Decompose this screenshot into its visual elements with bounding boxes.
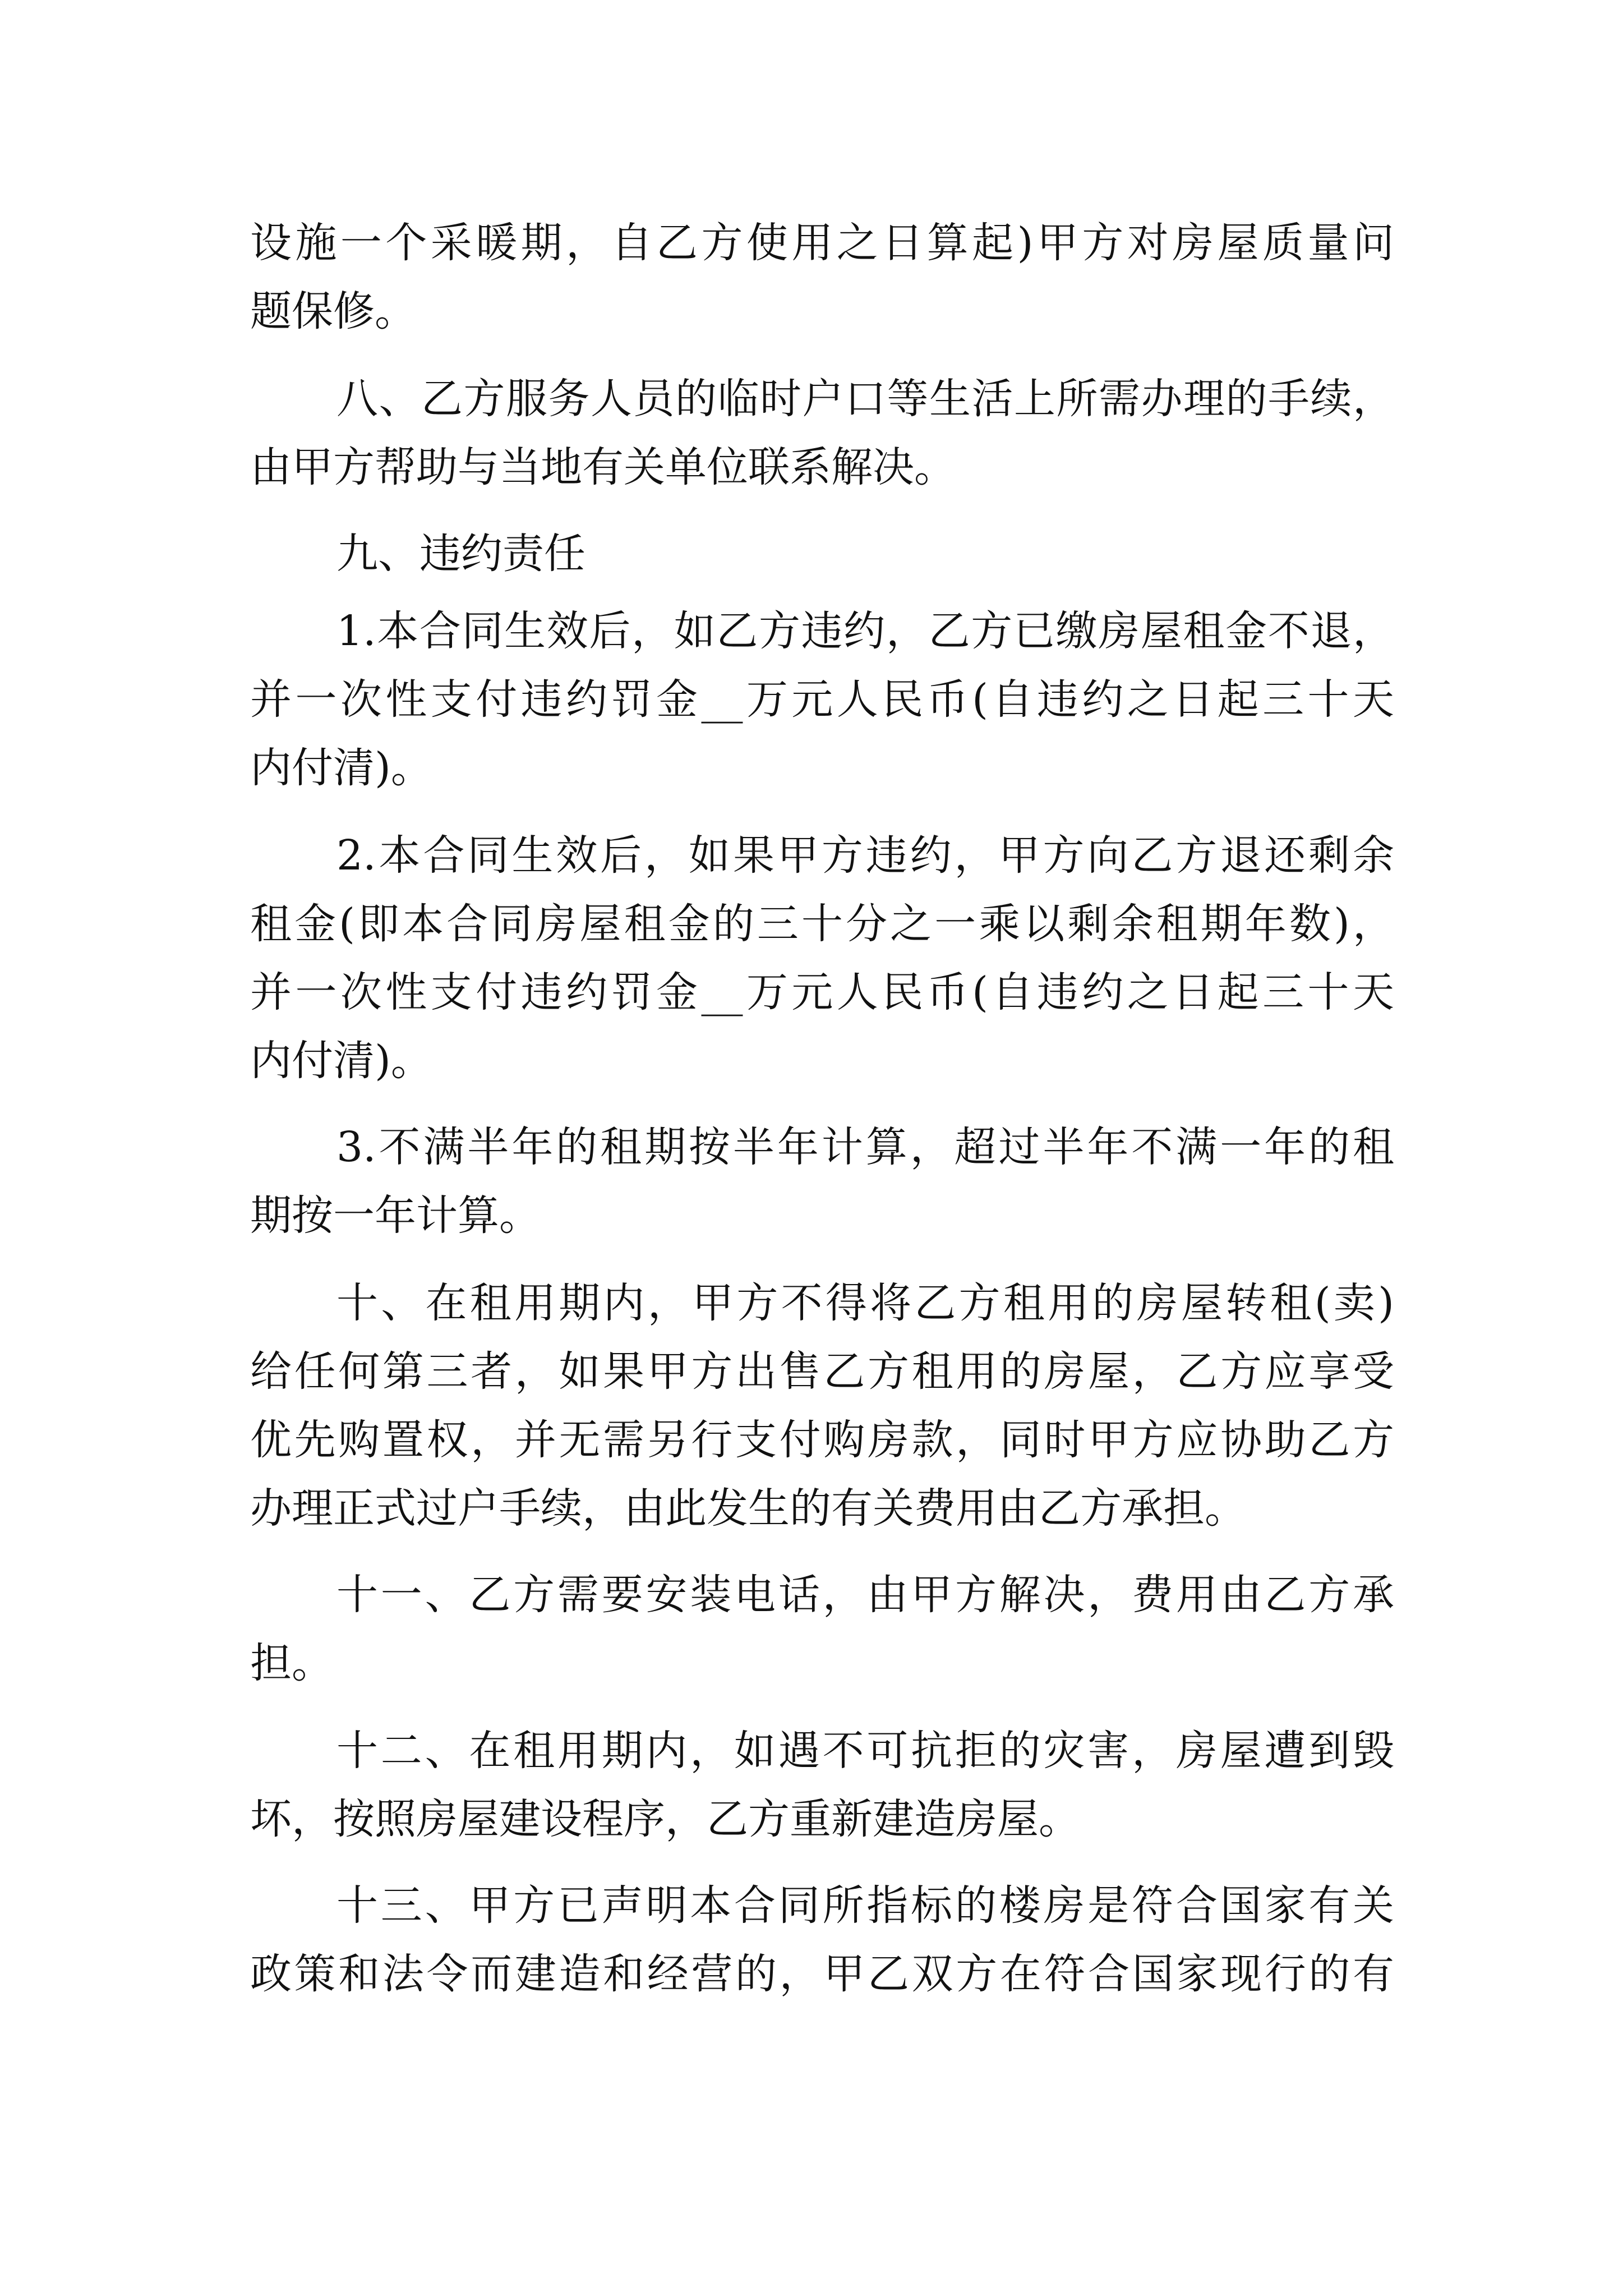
text-line: 期按一年计算。 bbox=[250, 1191, 541, 1240]
text-line: 内付清)。 bbox=[250, 1037, 432, 1085]
text-line: 八、乙方服务人员的临时户口等生活上所需办理的手续， bbox=[336, 375, 1394, 423]
text-line: 坏，按照房屋建设程序，乙方重新建造房屋。 bbox=[250, 1795, 1080, 1843]
text-line: 十三、甲方已声明本合同所指标的楼房是符合国家有关 bbox=[336, 1881, 1394, 1930]
text-line: 设施一个采暖期，自乙方使用之日算起)甲方对房屋质量问 bbox=[250, 219, 1394, 267]
text-line: 十、在租用期内，甲方不得将乙方租用的房屋转租(卖) bbox=[336, 1279, 1394, 1327]
text-line: 1.本合同生效后，如乙方违约，乙方已缴房屋租金不退， bbox=[336, 607, 1394, 655]
text-line: 优先购置权，并无需另行支付购房款，同时甲方应协助乙方 bbox=[250, 1416, 1394, 1464]
text-line: 办理正式过户手续，由此发生的有关费用由乙方承担。 bbox=[250, 1484, 1246, 1533]
text-line: 政策和法令而建造和经营的，甲乙双方在符合国家现行的有 bbox=[250, 1950, 1394, 1998]
text-line: 十一、乙方需要安装电话，由甲方解决，费用由乙方承 bbox=[336, 1571, 1394, 1619]
text-line: 担。 bbox=[250, 1639, 333, 1687]
text-line: 3.不满半年的租期按半年计算，超过半年不满一年的租 bbox=[336, 1123, 1394, 1171]
text-line: 九、违约责任 bbox=[336, 530, 585, 578]
text-line: 租金(即本合同房屋租金的三十分之一乘以剩余租期年数)， bbox=[250, 900, 1394, 948]
text-line: 题保修。 bbox=[250, 287, 416, 335]
text-line: 并一次性支付违约罚金__万元人民币(自违约之日起三十天 bbox=[250, 968, 1394, 1016]
text-line: 内付清)。 bbox=[250, 744, 432, 792]
text-line: 2.本合同生效后，如果甲方违约，甲方向乙方退还剩余 bbox=[336, 831, 1394, 880]
text-line: 十二、在租用期内，如遇不可抗拒的灾害，房屋遭到毁 bbox=[336, 1727, 1394, 1775]
text-line: 并一次性支付违约罚金__万元人民币(自违约之日起三十天 bbox=[250, 675, 1394, 724]
text-line: 由甲方帮助与当地有关单位联系解决。 bbox=[250, 443, 956, 491]
text-line: 给任何第三者，如果甲方出售乙方租用的房屋，乙方应享受 bbox=[250, 1347, 1394, 1396]
